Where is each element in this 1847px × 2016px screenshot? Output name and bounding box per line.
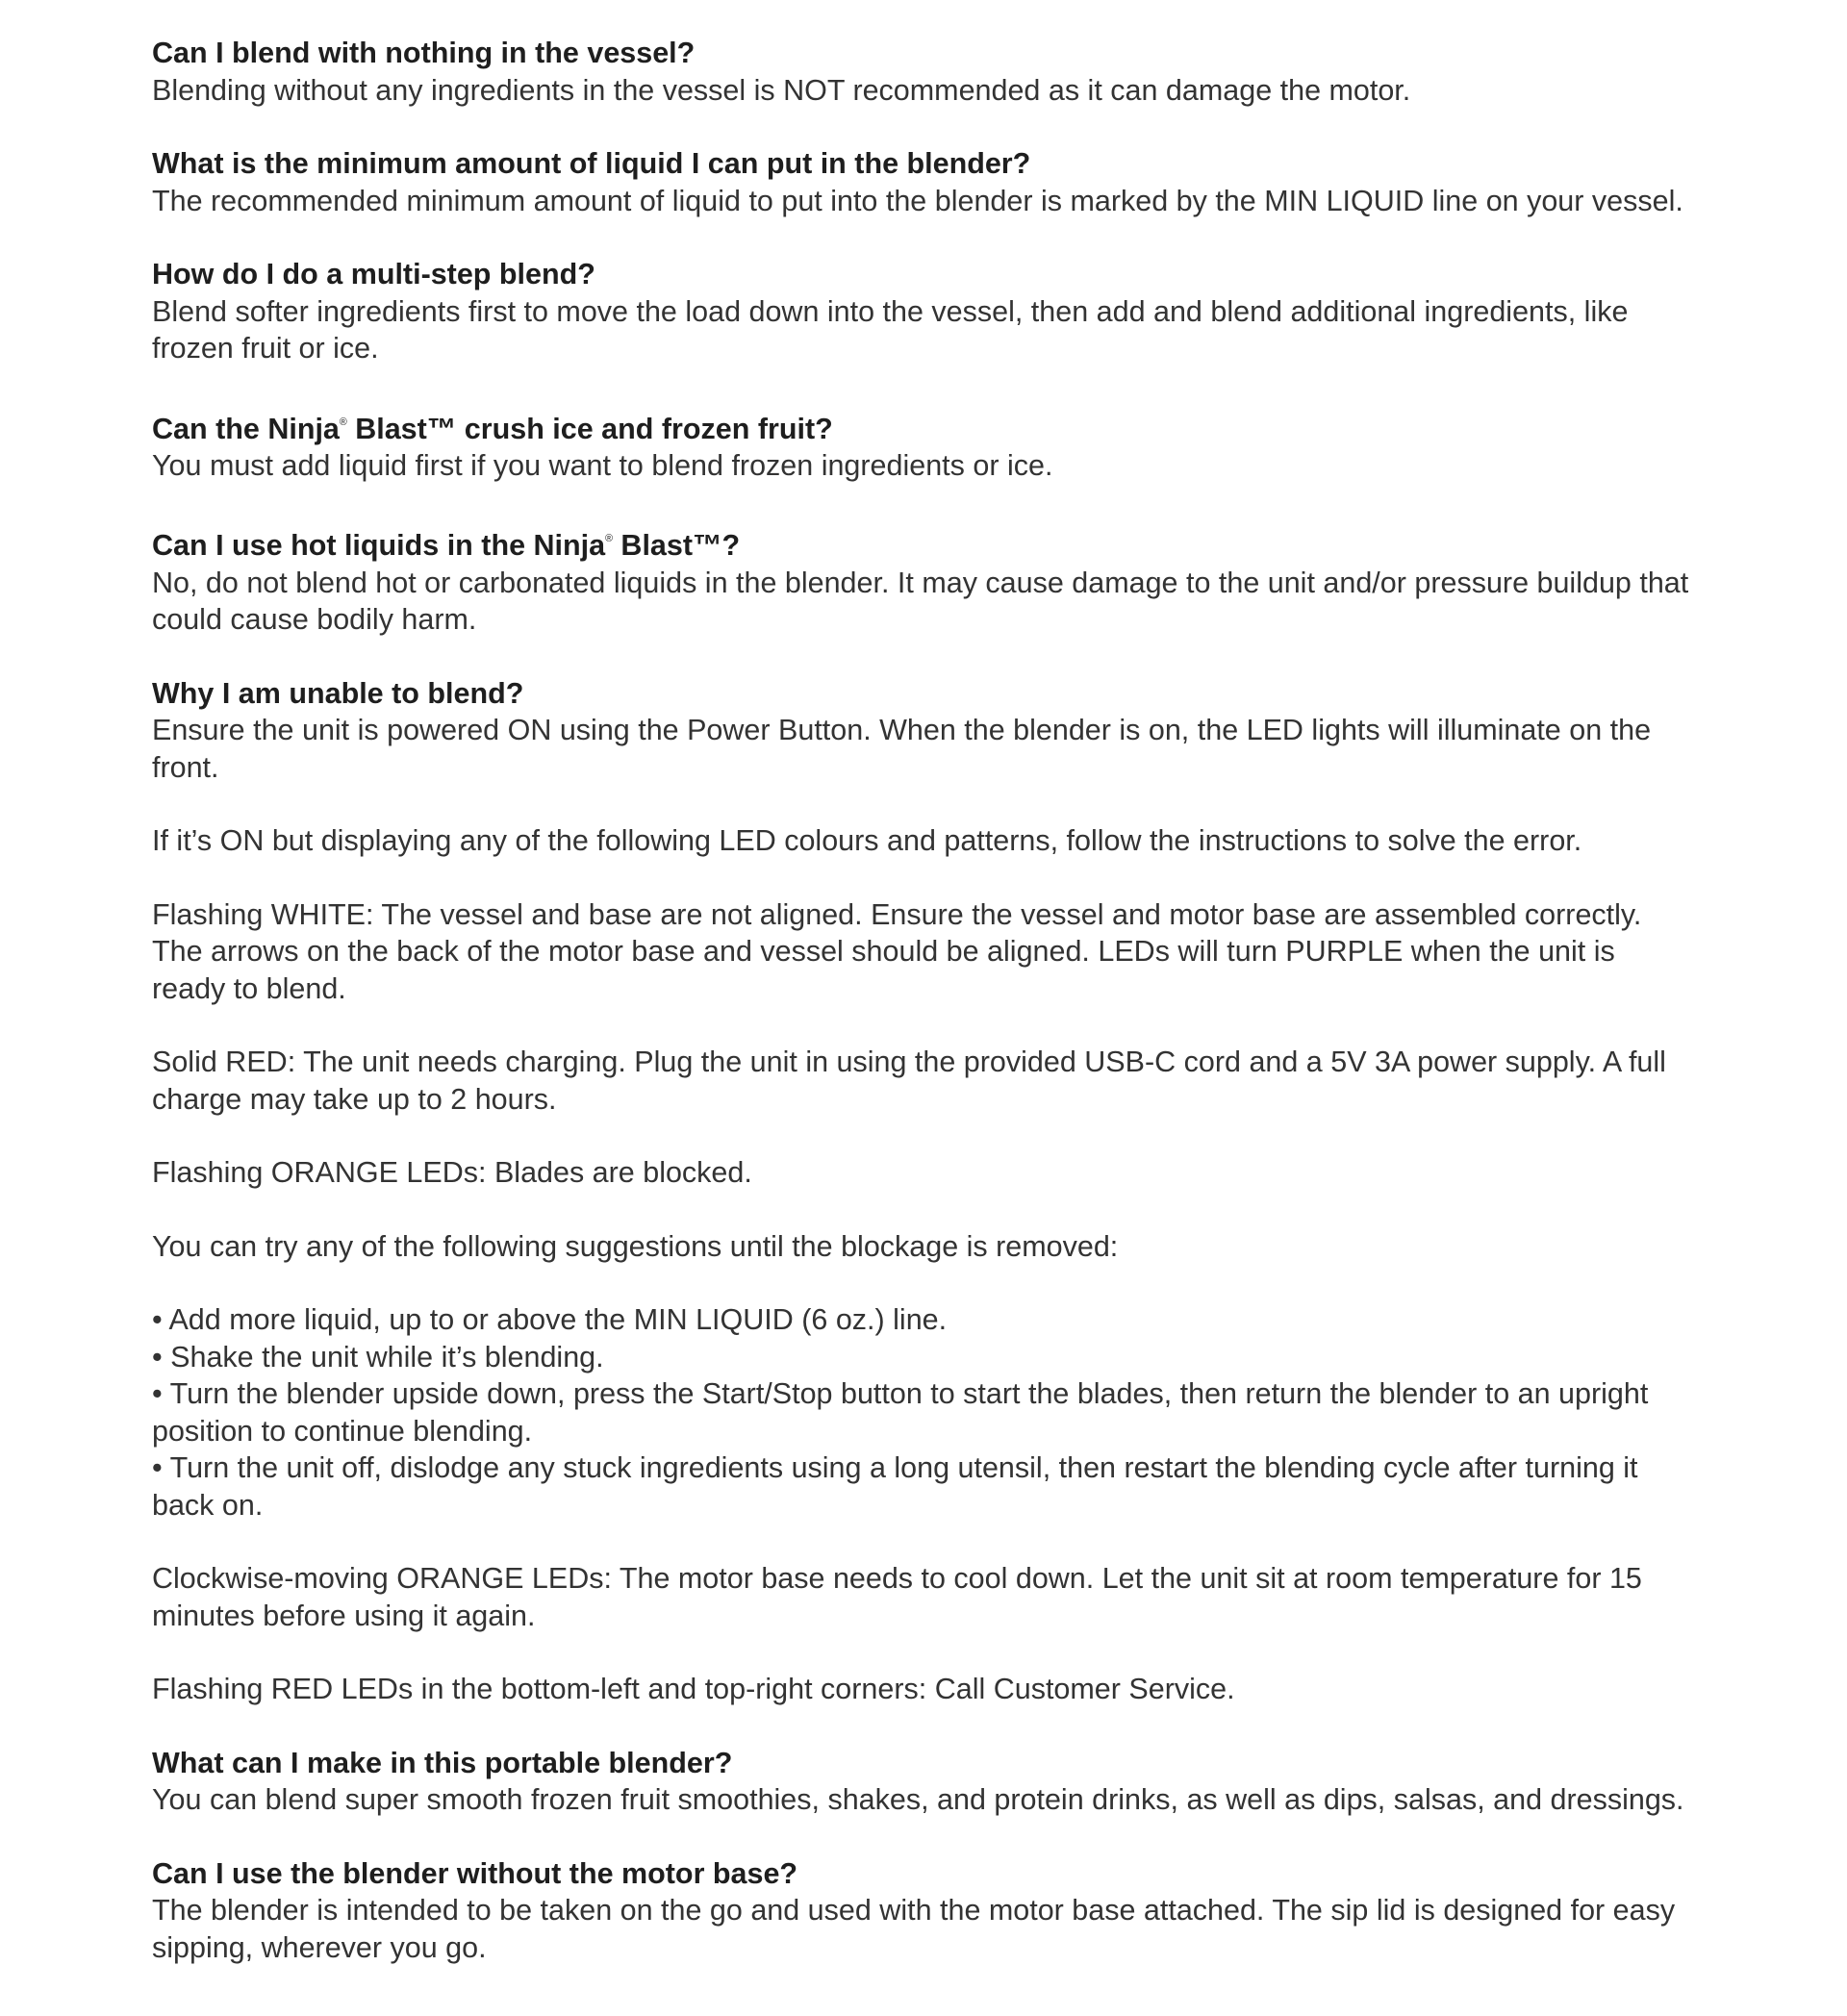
spacer [152, 1524, 1695, 1560]
faq-list [152, 35, 1695, 1966]
led-flashing-white: Flashing WHITE: The vessel and base are not aligned. Ensure the vessel and motor base are assembled correctly. The arrows on the back of the motor base and vessel should be aligned. LEDs will turn PURPLE when the unit is ready to blend. [152, 897, 1642, 1005]
faq-answer-8: The blender is intended to be taken on the go and used with the motor base attached. The sip lid is designed for easy sipping, wherever you go. [152, 1894, 1676, 1964]
faq-question-2: What is the minimum amount of liquid I can put in the blender? [152, 147, 1031, 180]
faq-answer-2: The recommended minimum amount of liquid to put into the blender is marked by the MIN LIQUID line on your vessel. [152, 184, 1683, 217]
faq-answer-7: You can blend super smooth frozen fruit smoothies, shakes, and protein drinks, as well as dips, salsas, and dressings. [152, 1783, 1684, 1817]
led-clockwise-orange: Clockwise-moving ORANGE LEDs: The motor base needs to cool down. Let the unit sit at room temperature for 15 minutes before using it again. [152, 1562, 1642, 1632]
spacer [152, 1118, 1695, 1154]
spacer [152, 1265, 1695, 1301]
spacer [152, 219, 1695, 256]
spacer [152, 1708, 1695, 1745]
spacer [152, 1819, 1695, 1855]
list-item: • Add more liquid, up to or above the MIN LIQUID (6 oz.) line. [152, 1303, 948, 1337]
list-item: • Turn the unit off, dislodge any stuck ingredients using a long utensil, then restart the blending cycle after turning it back on. [152, 1451, 1638, 1522]
faq-answer-6-paragraph-1: Ensure the unit is powered ON using the Power Button. When the blender is on, the LED lights will illuminate on the front. [152, 714, 1652, 784]
question-text: Blast™ crush ice and frozen fruit? [346, 412, 833, 445]
blockage-intro: You can try any of the following suggestions until the blockage is removed: [152, 1229, 1119, 1263]
spacer [152, 1192, 1695, 1228]
faq-question-3: How do I do a multi-step blend? [152, 258, 595, 290]
faq-answer-5: No, do not blend hot or carbonated liquids in the blender. It may cause damage to the unit and/or pressure buildup that could cause bodily harm. [152, 566, 1689, 637]
spacer [152, 786, 1695, 822]
spacer [152, 1007, 1695, 1044]
list-item: • Turn the blender upside down, press the Start/Stop button to start the blades, then return the blender to an upright position to continue blending. [152, 1377, 1649, 1448]
led-solid-red: Solid RED: The unit needs charging. Plug the unit in using the provided USB-C cord and a 5V 3A power supply. A full charge may take up to 2 hours. [152, 1046, 1666, 1116]
spacer [152, 484, 1695, 520]
faq-question-8: Can I use the blender without the motor base? [152, 1856, 798, 1890]
faq-question-5 [152, 520, 1695, 564]
spacer [152, 1634, 1695, 1671]
faq-question-4 [152, 404, 1695, 447]
faq-question-7: What can I make in this portable blender? [152, 1746, 733, 1779]
list-item: • Shake the unit while it’s blending. [152, 1340, 604, 1373]
spacer [152, 109, 1695, 145]
faq-answer-3: Blend softer ingredients first to move the load down into the vessel, then add and blend additional ingredients, like frozen fruit or ice. [152, 294, 1629, 365]
faq-question-6: Why I am unable to blend? [152, 676, 524, 710]
registered-mark: ® [339, 416, 347, 428]
led-flashing-red-corners: Flashing RED LEDs in the bottom-left and top-right corners: Call Customer Service. [152, 1673, 1235, 1706]
faq-answer-1: Blending without any ingredients in the vessel is NOT recommended as it can damage the motor. [152, 73, 1411, 107]
question-text: Can I use hot liquids in the Ninja [152, 529, 606, 563]
question-text: Can the Ninja [152, 412, 340, 445]
faq-answer-4: You must add liquid first if you want to blend frozen ingredients or ice. [152, 448, 1053, 482]
led-flashing-orange: Flashing ORANGE LEDs: Blades are blocked. [152, 1156, 752, 1190]
spacer [152, 860, 1695, 896]
faq-question-1: Can I blend with nothing in the vessel? [152, 37, 696, 69]
spacer [152, 639, 1695, 675]
spacer [152, 367, 1695, 404]
question-text: Blast™? [612, 529, 741, 563]
faq-answer-6-paragraph-2: If it’s ON but displaying any of the following LED colours and patterns, follow the instructions to solve the error. [152, 824, 1582, 858]
registered-mark: ® [605, 533, 613, 545]
